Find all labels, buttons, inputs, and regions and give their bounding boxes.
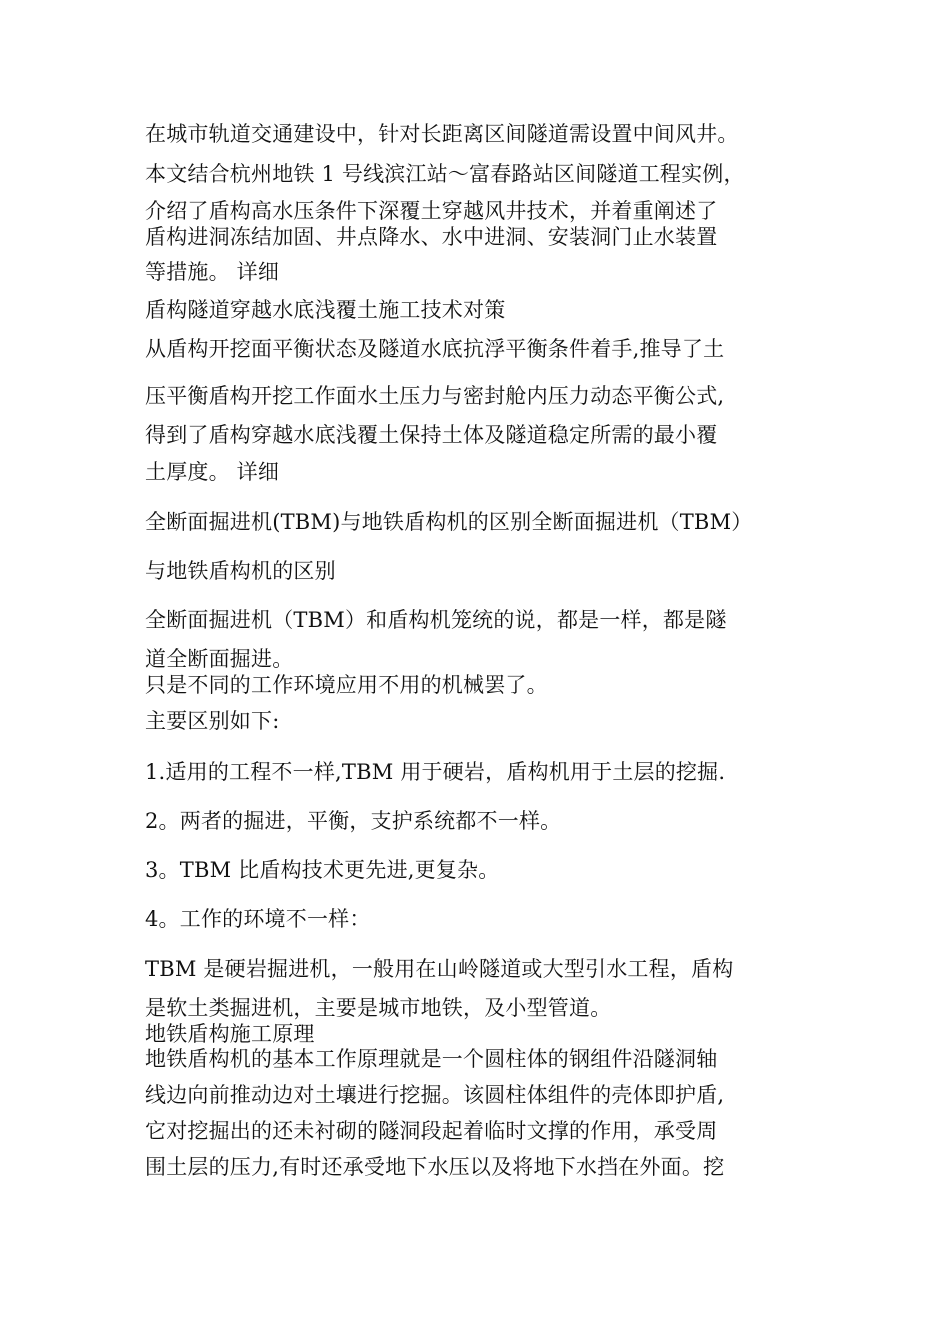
text-line: 压平衡盾构开挖工作面水土压力与密封舱内压力动态平衡公式, [145,384,725,408]
text-line: 是软土类掘进机，主要是城市地铁，及小型管道。 [145,996,612,1020]
text-line: 围土层的压力,有时还承受地下水压以及将地下水挡在外面。挖 [145,1155,725,1179]
text-line: 地铁盾构机的基本工作原理就是一个圆柱体的钢组件沿隧洞轴 [145,1047,718,1071]
text-line: 等措施。 详细 [145,260,280,284]
text-line: TBM 是硬岩掘进机，一般用在山岭隧道或大型引水工程，盾构 [145,957,734,981]
list-item: 2。两者的掘进，平衡，支护系统都不一样。 [145,809,562,833]
text-line: 在城市轨道交通建设中，针对长距离区间隧道需设置中间风井。 [145,122,739,146]
text-line: 土厚度。 详细 [145,460,280,484]
text-line: 全断面掘进机（TBM）和盾构机笼统的说，都是一样，都是隧 [145,608,727,632]
text-line: 介绍了盾构高水压条件下深覆土穿越风井技术，并着重阐述了 [145,199,718,223]
list-item: 4。工作的环境不一样： [145,907,371,931]
section-heading: 与地铁盾构机的区别 [145,559,336,583]
text-line: 从盾构开挖面平衡状态及隧道水底抗浮平衡条件着手,推导了土 [145,337,725,361]
text-line: 只是不同的工作环境应用不用的机械罢了。 [145,673,548,697]
text-line: 它对挖掘出的还未衬砌的隧洞段起着临时文撑的作用，承受周 [145,1119,718,1143]
text-line: 盾构进洞冻结加固、井点降水、水中进洞、安装洞门止水装置 [145,225,718,249]
section-heading: 盾构隧道穿越水底浅覆土施工技术对策 [145,298,506,322]
section-heading: 地铁盾构施工原理 [145,1022,315,1046]
text-line: 主要区别如下: [145,709,280,733]
section-heading: 全断面掘进机(TBM)与地铁盾构机的区别全断面掘进机（TBM） [145,510,753,534]
text-line: 得到了盾构穿越水底浅覆土保持土体及隧道稳定所需的最小覆 [145,423,718,447]
text-line: 线边向前推动边对土壤进行挖掘。该圆柱体组件的壳体即护盾, [145,1083,725,1107]
list-item: 3。TBM 比盾构技术更先进,更复杂。 [145,858,500,882]
text-line: 道全断面掘进。 [145,647,294,671]
list-item: 1.适用的工程不一样,TBM 用于硬岩，盾构机用于土层的挖掘. [145,760,726,784]
text-line: 本文结合杭州地铁 1 号线滨江站～富春路站区间隧道工程实例， [145,162,745,186]
